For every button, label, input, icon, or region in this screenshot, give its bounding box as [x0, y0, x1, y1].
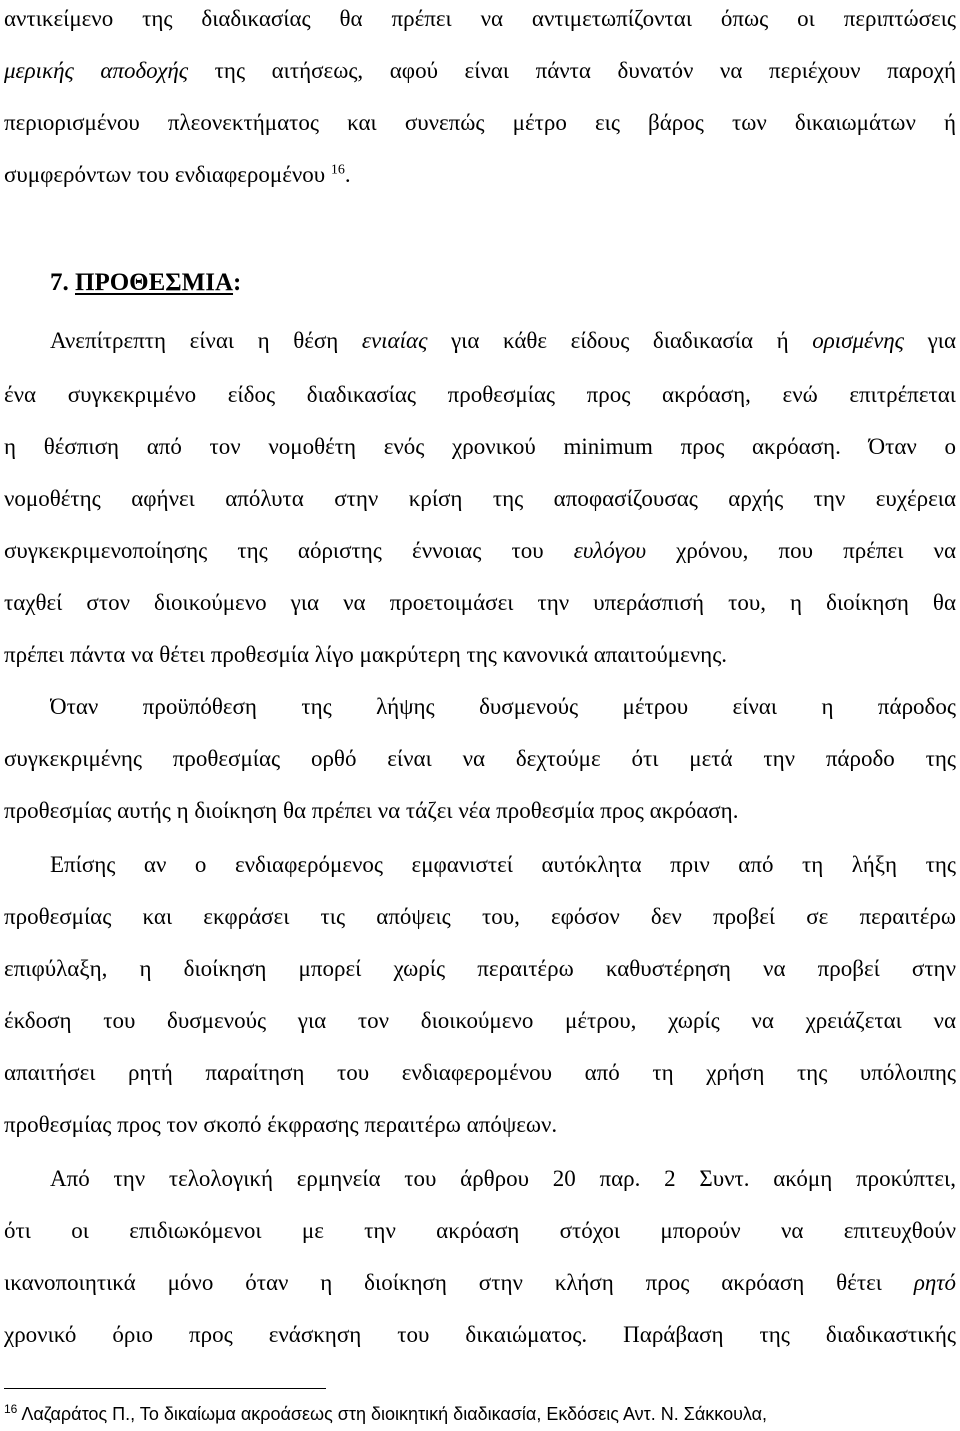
- text-span: περιορισμένου πλεονεκτήματος και συνεπώς μέτρο εις βάρος των δικαιωμάτων ή: [4, 110, 956, 135]
- text-span: επιφύλαξη, η διοίκηση μπορεί χωρίς περαιτέρω καθυστέρηση να προβεί στην: [4, 956, 956, 981]
- italic-span: ευλόγου: [573, 538, 646, 563]
- text-span: Από την τελολογική ερμηνεία του άρθρου 20 παρ. 2 Συντ. ακόμη προκύπτει,: [50, 1166, 956, 1191]
- text-span: Όταν προϋπόθεση της λήψης δυσμενούς μέτρου είναι η πάροδος: [50, 694, 956, 719]
- text-span: ότι οι επιδιωκόμενοι με την ακρόαση στόχοι μπορούν να επιτευχθούν: [4, 1218, 956, 1243]
- text-span: συμφερόντων του ενδιαφερομένου: [4, 162, 331, 187]
- para3-line-4: [4, 1006, 956, 1036]
- para1-line-2: [4, 380, 956, 410]
- footnote-separator: [4, 1388, 326, 1389]
- text-span: προθεσμίας και εκφράσει τις απόψεις του, εφόσον δεν προβεί σε περαιτέρω: [4, 904, 956, 929]
- para1-line-7: [4, 640, 956, 670]
- italic-span: μερικής αποδοχής: [4, 58, 189, 83]
- text-span: αντικείμενο της διαδικασίας θα πρέπει να αντιμετωπίζονται όπως οι περιπτώσεις: [4, 6, 956, 31]
- para2-line-1: [50, 692, 956, 722]
- italic-span: ρητό: [913, 1270, 956, 1295]
- text-span: πρέπει πάντα να θέτει προθεσμία λίγο μακρύτερη της κανονικά απαιτούμενης.: [4, 642, 728, 667]
- text-span: ένα συγκεκριμένο είδος διαδικασίας προθεσμίας προς ακρόαση, ενώ επιτρέπεται: [4, 382, 956, 407]
- text-span: ταχθεί στον διοικούμενο για να προετοιμάσει την υπεράσπισή του, η διοίκηση θα: [4, 590, 956, 615]
- text-span: συγκεκριμένης προθεσμίας ορθό είναι να δεχτούμε ότι μετά την πάροδο της: [4, 746, 956, 771]
- text-span: χρονικό όριο προς ενάσκηση του δικαιώματος. Παράβαση της διαδικαστικής: [4, 1322, 956, 1347]
- text-span: της αιτήσεως, αφού είναι πάντα δυνατόν να περιέχουν παροχή: [188, 58, 956, 83]
- italic-span: ενιαίας: [361, 328, 428, 353]
- section-colon: :: [233, 269, 242, 296]
- para3-line-5: [4, 1058, 956, 1088]
- section-heading: [50, 268, 650, 298]
- text-span: η θέσπιση από τον νομοθέτη ενός χρονικού minimum προς ακρόαση. Όταν ο: [4, 434, 956, 459]
- text-span: προθεσμίας προς τον σκοπό έκφρασης περαιτέρω απόψεων.: [4, 1112, 558, 1137]
- text-span: προθεσμίας αυτής η διοίκηση θα πρέπει να τάζει νέα προθεσμία προς ακρόαση.: [4, 798, 739, 823]
- section-title: ΠΡΟΘΕΣΜΙΑ: [75, 269, 234, 296]
- section-number: 7.: [50, 269, 69, 296]
- para3-line-6: [4, 1110, 956, 1140]
- footnote: [4, 1402, 956, 1426]
- para1-line-3: [4, 432, 956, 462]
- para1-line-5: [4, 536, 956, 566]
- intro-line-2: [4, 56, 956, 86]
- footnote-text: Λαζαράτος Π., Το δικαίωμα ακροάσεως στη διοικητική διαδικασία, Εκδόσεις Αντ. Ν. Σάκκουλα,: [17, 1404, 768, 1424]
- para3-line-2: [4, 902, 956, 932]
- intro-line-4: [4, 160, 956, 190]
- para1-line-4: [4, 484, 956, 514]
- footnote-mark: 16: [4, 1402, 18, 1416]
- intro-line-3: [4, 108, 956, 138]
- text-span: Ανεπίτρεπτη είναι η θέση: [50, 328, 362, 353]
- para3-line-3: [4, 954, 956, 984]
- text-span: για: [904, 328, 956, 353]
- para1-line-1: [50, 326, 956, 356]
- text-span: .: [344, 162, 351, 187]
- para3-line-1: [50, 850, 956, 880]
- intro-line-1: [4, 4, 956, 34]
- text-span: συγκεκριμενοποίησης της αόριστης έννοιας του: [4, 538, 574, 563]
- para4-line-1: [50, 1164, 956, 1194]
- text-span: έκδοση του δυσμενούς για τον διοικούμενο μέτρου, χωρίς να χρειάζεται να: [4, 1008, 956, 1033]
- para2-line-2: [4, 744, 956, 774]
- para4-line-3: [4, 1268, 956, 1298]
- para1-line-6: [4, 588, 956, 618]
- text-span: απαιτήσει ρητή παραίτηση του ενδιαφερομένου από τη χρήση της υπόλοιπης: [4, 1060, 956, 1085]
- text-span: για κάθε είδους διαδικασία ή: [427, 328, 813, 353]
- text-span: χρόνου, που πρέπει να: [646, 538, 956, 563]
- footnote-reference: 16: [330, 162, 345, 178]
- text-span: Επίσης αν ο ενδιαφερόμενος εμφανιστεί αυτόκλητα πριν από τη λήξη της: [50, 852, 956, 877]
- para2-line-3: [4, 796, 956, 826]
- text-span: ικανοποιητικά μόνο όταν η διοίκηση στην κλήση προς ακρόαση θέτει: [4, 1270, 914, 1295]
- para4-line-2: [4, 1216, 956, 1246]
- italic-span: ορισμένης: [812, 328, 905, 353]
- para4-line-4: [4, 1320, 956, 1350]
- text-span: νομοθέτης αφήνει απόλυτα στην κρίση της αποφασίζουσας αρχής την ευχέρεια: [4, 486, 956, 511]
